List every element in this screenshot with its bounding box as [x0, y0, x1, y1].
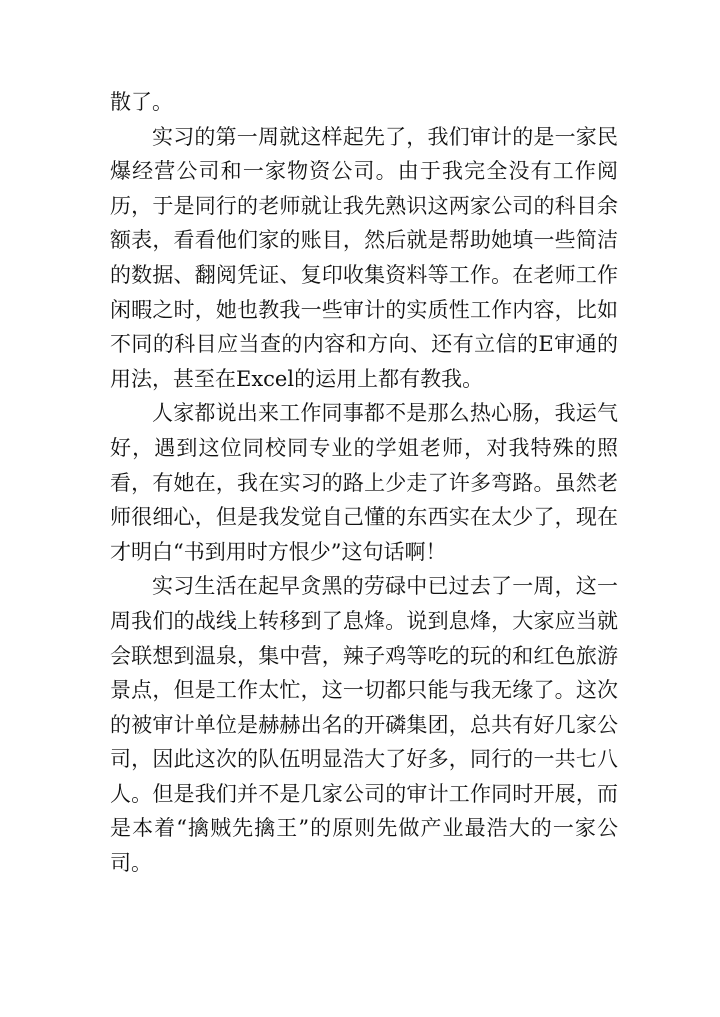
paragraph-first-week: 实习的第一周就这样起先了，我们审计的是一家民爆经营公司和一家物资公司。由于我完全没有工作阅历，于是同行的老师就让我先熟识这两家公司的科目余额表，看看他们家的账目，然后就是帮助她填一些简洁的数据、翻阅凭证、复印收集资料等工作。在老师工作闲暇之时，她也教我一些审计的实质性工作内容，比如不同的科目应当查的内容和方向、还有立信的E审通的用法，甚至在Excel的运用上都有教我。 — [110, 124, 618, 391]
paragraph-colleagues: 人家都说出来工作同事都不是那么热心肠，我运气好，遇到这位同校同专业的学姐老师，对我特殊的照看，有她在，我在实习的路上少走了许多弯路。虽然老师很细心，但是我发觉自己懂的东西实在太少了，现在才明白“书到用时方恨少”这句话啊！ — [110, 401, 618, 564]
paragraph-continuation: 散了。 — [110, 90, 173, 114]
document-body — [110, 85, 618, 881]
paragraph-xifeng: 实习生活在起早贪黑的劳碌中已过去了一周，这一周我们的战线上转移到了息烽。说到息烽，大家应当就会联想到温泉，集中营，辣子鸡等吃的玩的和红色旅游景点，但是工作太忙，这一切都只能与我无缘了。这次的被审计单位是赫赫出名的开磷集团，总共有好几家公司，因此这次的队伍明显浩大了好多，同行的一共七八人。但是我们并不是几家公司的审计工作同时开展，而是本着“擒贼先擒王”的原则先做产业最浩大的一家公司。 — [110, 574, 618, 876]
